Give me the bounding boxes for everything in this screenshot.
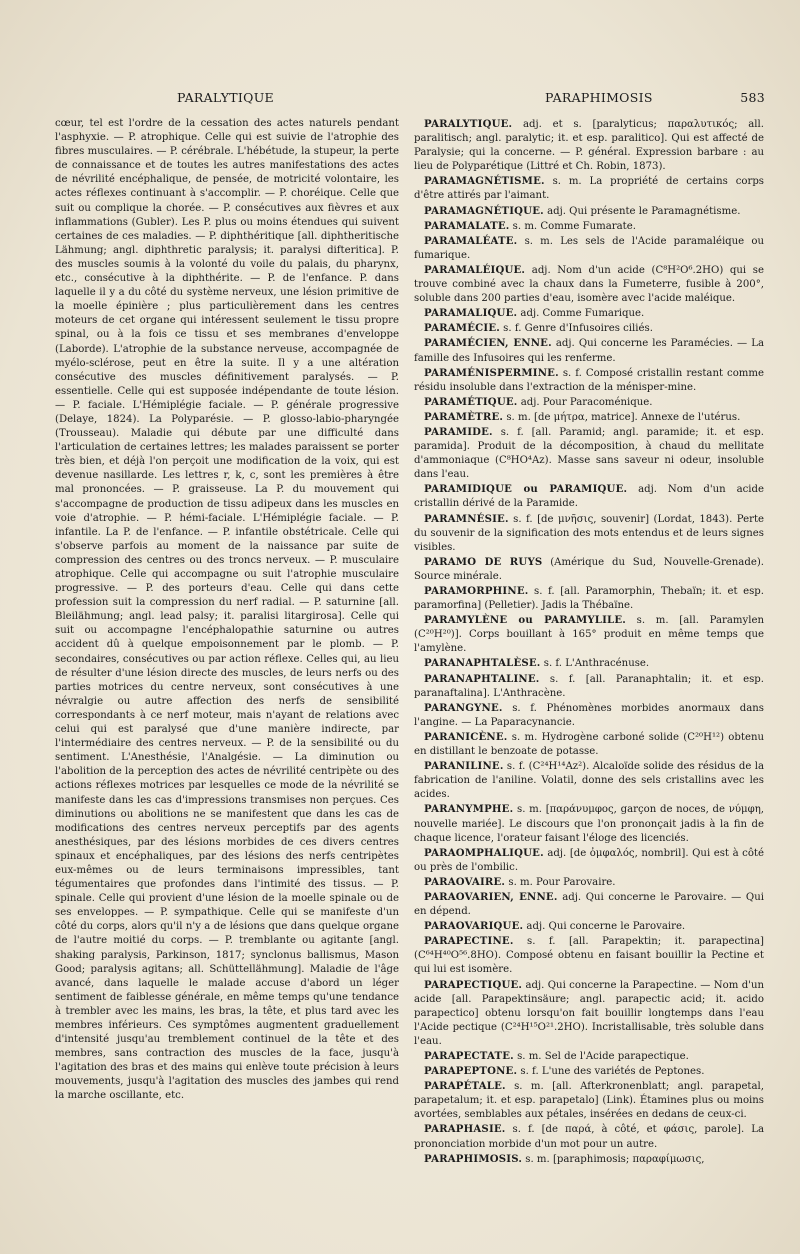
entry-headword: PARAMALÉIQUE. (424, 263, 526, 276)
dictionary-entry (414, 875, 764, 890)
running-header (55, 90, 765, 112)
dictionary-entry (414, 1079, 764, 1122)
dictionary-entry (414, 306, 764, 321)
entry-headword: PARAMAGNÉTIQUE. (424, 204, 544, 217)
entry-headword: PARAMÈTRE. (424, 410, 504, 423)
dictionary-entry (414, 934, 764, 977)
dictionary-entry (414, 846, 764, 875)
entry-definition: s. f. Phénomènes morbides anormaux dans l'angine. — La Paparacynancie. (414, 702, 764, 728)
dictionary-entry (414, 263, 764, 306)
entry-headword: PARAMYLÈNE ou PARAMYLILE. (424, 614, 626, 627)
entry-definition: adj. Pour Paracoménique. (517, 396, 653, 408)
entry-headword: PARAMALIQUE. (424, 307, 518, 320)
dictionary-entry (414, 410, 764, 425)
dictionary-entry (414, 482, 764, 511)
entry-headword: PARAOMPHALIQUE. (424, 846, 544, 859)
entry-definition: adj. Qui concerne le Parovaire. (523, 921, 686, 933)
dictionary-entry (414, 978, 764, 1049)
entry-definition: s. f. [all. Paramorphin, Thebaïn; it. et esp. paramorfina] (Pelletier). Jadis la Thébaïne. (414, 586, 764, 612)
dictionary-entry (414, 321, 764, 336)
entry-definition: s. f. Genre d'Infusoires ciliés. (499, 323, 653, 335)
entry-definition: adj. Qui concerne la Parapectine. — Nom d'un acide [all. Parapektinsäure; angl. parapectic acid; it. acido parapectico] obtenu lorsqu'on fait bouillir longtemps dans l'eau l'Acide pectique (C²⁴H¹⁵O²¹.2HO). Incristallisable, très soluble dans l'eau. (414, 979, 764, 1047)
entry-definition: adj. Comme Fumarique. (517, 308, 645, 320)
entry-definition: s. f. [de παρά, à côté, et φάσις, parole]. La prononciation morbide d'un mot pour un autre. (414, 1124, 764, 1150)
entry-definition: s. m. [paraphimosis; παραφίμωσις, (522, 1153, 705, 1165)
entry-headword: PARAOVARIEN, ENNE. (424, 890, 558, 903)
entry-headword: PARAMÉNISPERMINE. (424, 366, 559, 379)
dictionary-entry (414, 1122, 764, 1151)
entry-headword: PARAPHIMOSIS. (424, 1152, 523, 1165)
entry-definition: s. m. Hydrogène carboné solide (C²⁰H¹²) obtenu en distillant le benzoate de potasse. (414, 731, 764, 758)
entry-headword: PARAMIDE. (424, 425, 493, 438)
dictionary-entry (414, 204, 764, 219)
entry-definition: s. m. [παράνυμφος, garçon de noces, de νύμφη, nouvelle mariée]. Le discours que l'on prononçait jadis à la fin de chaque licence, l'orateur faisant l'éloge des licenciés. (414, 804, 764, 844)
dictionary-entry (414, 425, 764, 482)
paralysie-continuation-text: cœur, tel est l'ordre de la cessation des actes naturels pendant l'asphyxie. — P. atrophique. Celle qui est suivie de l'atrophie des fibres musculaires. — P. cérébrale. L'hébétude, la stupeur, la perte de connaissance et de toutes les autres manifestations des actes de névrilité encéphalique, de pensée, de motricité volontaire, les actes réflexes continuant à s'accomplir. — P. choréique. Celle que suit ou complique la chorée. — P. consécutives aux fièvres et aux inflammations (Gubler). Les P. plus ou moins étendues qui suivent certaines de ces maladies. — P. diphthéritique [all. diphtheritische Lähmung; angl. diphthretic paralysis; it. paralysi difteritica]. P. des muscles soumis à la volonté du voile du palais, du pharynx, etc., consécutive à la diphthérite. — P. de l'enfance. P. dans laquelle il y a du côté du système nerveux, une lésion primitive de la moelle épinière ; plus particulièrement dans les centres moteurs de cet organe qui intéressent seulement le tissu propre spinal, ou à la fois ce tissu et ses membranes d'enveloppe (Laborde). L'atrophie de la substance nerveuse, accompagnée de myélo-sclérose, peut en être la suite. Il y a une altération consécutive des muscles définitivement paralysés. — P. essentielle. Celle qui est supposée indépendante de toute lésion. — P. faciale. L'Hémiplégie faciale. — P. générale progressive (Delaye, 1824). La Polyparésie. — P. glosso-labio-pharyngée (Trousseau). Maladie qui débute par une difficulté dans l'articulation de certaines lettres; les malades paraissent se porter très bien, et déjà l'on perçoit une modification de la voix, qui est devenue nasillarde. Les lettres r, k, c, sont les premières à être mal prononcées. — P. graisseuse. La P. du mouvement qui s'accompagne de production de tissu adipeux dans les muscles en voie d'atrophie. — P. hémi-faciale. L'Hémiplégie faciale. — P. infantile. La P. de l'enfance. — P. infantile obstétricale. Celle qui s'observe parfois au moment de la naissance par suite de compression des centres ou des troncs nerveux. — P. musculaire atrophique. Celle qui accompagne ou suit l'atrophie musculaire progressive. — P. des porteurs d'eau. Celle qui dans cette profession suit la compression du nerf radial. — P. saturnine [all. Bleilähmung; angl. lead palsy; it. paralisi litargirosa]. Celle qui suit ou accompagne l'encéphalopathie saturnine ou autres accident dû à quelque empoisonnement par le plomb. — P. secondaires, consécutives ou par action réflexe. Celles qui, au lieu de résulter d'une lésion directe des muscles, de leurs nerfs ou des parties motrices du centre nerveux, sont consécutives à une névralgie ou autre affection des nerfs de sensibilité correspondants à ce nerf moteur, mais n'ayant de relations avec celui qui est paralysé que d'une manière indirecte, par l'intermédiaire des centres nerveux. — P. de la sensibilité ou du sentiment. L'Anesthésie, l'Analgésie. — La diminution ou l'abolition de la perception des actes de névrilité centripète ou des actions réflexes motrices par lesquelles ce mode de la névrilité se manifeste dans les cas d'impressions transmises non perçues. Ces diminutions ou abolitions ne se manifestent que dans les cas de modifications des centres nerveux perceptifs par des agents anesthésiques, par des lésions morbides de ces divers centres spinaux et encéphaliques, par des lésions des nerfs centripètes eux-mêmes ou de leurs terminaisons impressibles, tant tégumentaires que profondes dans l'intimité des tissus. — P. spinale. Celle qui provient d'une lésion de la moelle spinale ou de ses enveloppes. — P. sympathique. Celle qui se manifeste d'un côté du corps, alors qu'il n'y a de lésions que dans quelque organe de l'autre moitié du corps. — P. tremblante ou agitante [angl. shaking paralysis, Parkinson, 1817; synclonus ballismus, Mason Good; paralysis agitans; all. Schüttellähmung]. Maladie de l'âge avancé, dans laquelle le malade accuse d'abord un léger sentiment de faiblesse générale, en même temps qu'une tendance à trembler avec les mains, les bras, la tête, et plus tard avec les membres inférieurs. Ces symptômes augmentent graduellement d'intensité jusqu'au tremblement continuel de la tête et des membres, sans contraction des muscles de la face, jusqu'à l'agitation des bras et des mains qui enlève toute précision à leurs mouvements, jusqu'à l'agitation des muscles des jambes qui rend la marche oscillante, etc. (55, 118, 399, 1102)
entry-headword: PARAPECTINE. (424, 935, 514, 948)
entry-headword: PARAPEPTONE. (424, 1065, 518, 1078)
dictionary-entry (414, 730, 764, 759)
entry-headword: PARANICÈNE. (424, 730, 508, 743)
entry-definition: s. f. [all. Paramid; angl. paramide; it. et esp. paramida]. Produit de la décomposition, à chaud du mellitate d'ammoniaque (C⁸HO⁴Az). Masse sans saveur ni odeur, insoluble dans l'eau. (414, 426, 764, 481)
entry-definition: adj. Nom d'un acide cristallin dérivé de la Paramide. (414, 484, 764, 510)
entry-definition: s. f. L'une des variétés de Peptones. (517, 1066, 705, 1078)
entry-headword: PARAMALATE. (424, 219, 510, 232)
entry-definition: s. m. Pour Parovaire. (505, 876, 616, 888)
entry-headword: PARANGYNE. (424, 701, 503, 714)
entry-definition: s. m. [all. Afterkronenblatt; angl. parapetal, parapetalum; it. et esp. parapetalo] (Link). Étamines plus ou moins avortées, semblables aux pétales, insérées en dedans de ceux-ci. (414, 1081, 764, 1121)
entry-headword: PARALYTIQUE. (424, 118, 513, 130)
dictionary-entry (414, 759, 764, 802)
dictionary-entry (414, 395, 764, 410)
dictionary-entry (414, 584, 764, 613)
dictionary-entry (414, 1064, 764, 1079)
entry-headword: PARANILINE. (424, 760, 504, 773)
dictionary-entry (414, 219, 764, 234)
entry-headword: PARAPECTATE. (424, 1050, 514, 1062)
entry-definition: s. m. La propriété de certains corps d'être attirés par l'aimant. (414, 176, 764, 202)
entry-headword: PARAMAGNÉTISME. (424, 175, 545, 188)
entry-definition: s. m. Les sels de l'Acide paramaléique ou fumarique. (414, 235, 764, 261)
header-center-word: PARAPHIMOSIS (545, 90, 653, 105)
entry-headword: PARAMÉCIEN, ENNE. (424, 337, 552, 350)
entry-definition: adj. Qui concerne les Paramécies. — La famille des Infusoires qui les renferme. (414, 338, 764, 364)
dictionary-entry (414, 234, 764, 263)
entry-definition: s. f. (C²⁴H¹⁴Az²). Alcaloïde solide des résidus de la fabrication de l'aniline. Volatil, donne des sels cristallins avec les acides. (414, 761, 764, 801)
entry-definition: adj. Qui concerne le Parovaire. — Qui en dépend. (414, 891, 764, 918)
entry-definition: s. f. [all. Paranaphtalin; it. et esp. paranaftalina]. L'Anthracène. (414, 673, 764, 699)
entry-definition: s. m. [de μήτρα, matrice]. Annexe de l'utérus. (503, 411, 741, 423)
entry-definition: adj. Qui présente le Paramagnétisme. (543, 205, 741, 217)
right-column (414, 117, 764, 1167)
page-number: 583 (740, 90, 765, 105)
dictionary-entry (414, 555, 764, 584)
entry-definition: s. m. Sel de l'Acide parapectique. (513, 1051, 689, 1062)
dictionary-entry (414, 366, 764, 395)
entry-headword: PARAPECTIQUE. (424, 978, 523, 991)
entry-headword: PARAMÉTIQUE. (424, 395, 518, 408)
entry-headword: PARAMORPHINE. (424, 585, 529, 597)
entry-definition: (Amérique du Sud, Nouvelle-Grenade). Source minérale. (414, 556, 764, 582)
entry-headword: PARAOVARIQUE. (424, 920, 524, 933)
entry-definition: s. f. [all. Parapektin; it. parapectina] (C⁶⁴H⁴⁰O⁵⁶.8HO). Composé obtenu en faisant bouillir la Pectine et qui lui est isomère. (414, 936, 764, 976)
dictionary-entry (414, 701, 764, 730)
dictionary-entry (414, 1152, 764, 1167)
dictionary-entry (414, 672, 764, 701)
entry-headword: PARAPHASIE. (424, 1123, 506, 1136)
entry-definition: s. f. Composé cristallin restant comme résidu insoluble dans l'extraction de la ménisper-mine. (414, 367, 764, 393)
entry-headword: PARAOVAIRE. (424, 875, 506, 888)
entry-headword: PARANAPHTALINE. (424, 672, 540, 685)
entry-definition: adj. et s. [paralyticus; παραλυτικός; all. paralitisch; angl. paralytic; it. et esp. paralitico]. Qui est affecté de Paralysie; qui la concerne. — P. général. Expression barbare : au lieu de Polyparétique (Littré et Ch. Robin, 1873). (414, 119, 764, 173)
left-column (55, 117, 399, 1104)
dictionary-entry (414, 336, 764, 365)
dictionary-entry (414, 117, 764, 174)
dictionary-entry (414, 174, 764, 203)
dictionary-entry (414, 656, 764, 671)
dictionary-entry (414, 1049, 764, 1064)
dictionary-entry (414, 890, 764, 919)
dictionary-entry (414, 802, 764, 845)
dictionary-entry (414, 613, 764, 656)
entry-definition: s. f. L'Anthracénuse. (540, 658, 650, 670)
dictionary-entry (414, 919, 764, 934)
header-left-word: PARALYTIQUE (177, 90, 274, 105)
dictionary-entry (414, 512, 764, 555)
entry-definition: adj. Nom d'un acide (C⁸H²O⁶.2HO) qui se trouve combiné avec la chaux dans la Fumeterre, fusible à 200°, soluble dans 200 parties d'eau, isomère avec l'acide maléique. (414, 264, 764, 305)
entry-headword: PARAPÉTALE. (424, 1080, 506, 1093)
entry-headword: PARAMNÉSIE. (424, 512, 509, 525)
entry-definition: s. m. Comme Fumarate. (509, 220, 636, 232)
entry-headword: PARANYMPHE. (424, 803, 514, 816)
entry-headword: PARAMÉCIE. (424, 322, 500, 335)
entry-headword: PARANAPHTALÈSE. (424, 657, 541, 670)
entry-definition: s. f. [de μνῆσις, souvenir] (Lordat, 1843). Perte du souvenir de la signification des mots entendus et de leurs signes visibles. (414, 513, 764, 553)
entry-headword: PARAMIDIQUE ou PARAMIQUE. (424, 483, 628, 496)
entry-definition: s. m. [all. Paramylen (C²⁰H²⁰)]. Corps bouillant à 165° produit en même temps que l'amylène. (414, 615, 764, 655)
entry-headword: PARAMO DE RUYS (424, 555, 543, 568)
entry-definition: adj. [de ὀμφαλός, nombril]. Qui est à côté ou près de l'ombilic. (414, 847, 764, 873)
entry-headword: PARAMALÉATE. (424, 234, 518, 247)
